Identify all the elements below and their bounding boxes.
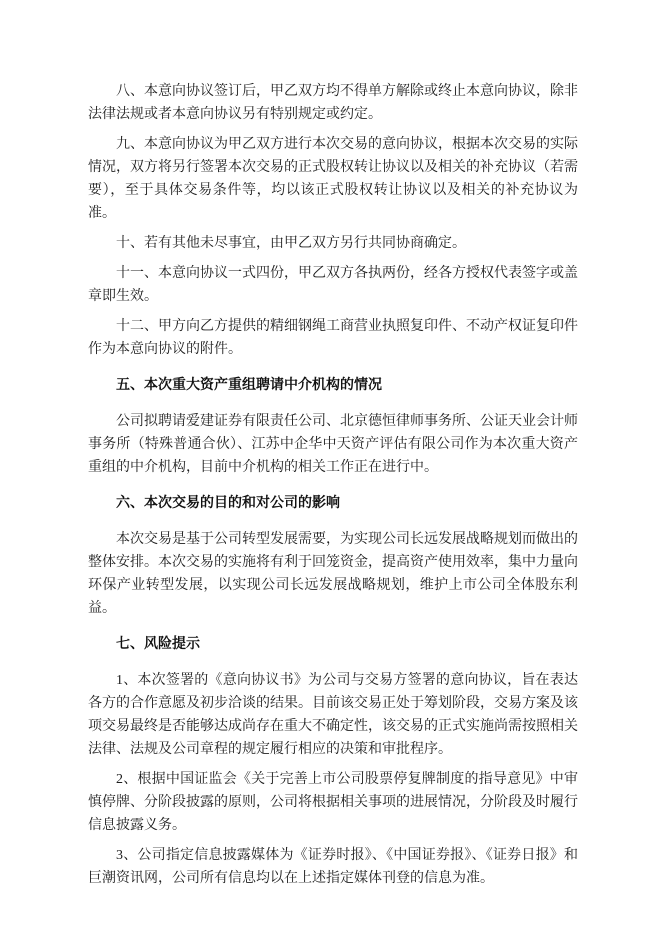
section-heading-7: 七、风险提示 (116, 637, 200, 652)
clause-12-paragraph: 十二、甲方向乙方提供的精细钢绳工商营业执照复印件、不动产权证复印件作为本意向协议的附件。 (88, 319, 578, 357)
section-5-paragraph: 公司拟聘请爱建证券有限责任公司、北京德恒律师事务所、公证天业会计师事务所（特殊普通合伙）、江苏中企华中天资产评估有限公司作为本次重大资产重组的中介机构，目前中介机构的相关工作正在进行中。 (88, 414, 578, 475)
risk-item-2-paragraph: 2、根据中国证监会《关于完善上市公司股票停复牌制度的指导意见》中审慎停牌、分阶段披露的原则，公司将根据相关事项的进展情况，分阶段及时履行信息披露义务。 (88, 772, 578, 833)
clause-9-paragraph: 九、本意向协议为甲乙双方进行本次交易的意向协议，根据本次交易的实际情况，双方将另行签署本次交易的正式股权转让协议以及相关的补充协议（若需要），至于具体交易条件等，均以该正式股权转让协议以及相关的补充协议为准。 (88, 137, 578, 221)
clause-10-paragraph: 十、若有其他未尽事宜，由甲乙双方另行共同协商确定。 (116, 236, 466, 251)
clause-11-paragraph: 十一、本意向协议一式四份，甲乙双方各执两份，经各方授权代表签字或盖章即生效。 (88, 266, 578, 304)
document-body (88, 80, 578, 890)
section-heading-6: 六、本次交易的目的和对公司的影响 (116, 496, 340, 511)
risk-item-3-paragraph: 3、公司指定信息披露媒体为《证券时报》、《中国证券报》、《证券日报》和巨潮资讯网，公司所有信息均以在上述指定媒体刊登的信息为准。 (88, 848, 578, 886)
clause-8-paragraph: 八、本意向协议签订后，甲乙双方均不得单方解除或终止本意向协议，除非法律法规或者本意向协议另有特别规定或约定。 (88, 84, 578, 122)
section-heading-5: 五、本次重大资产重组聘请中介机构的情况 (116, 378, 382, 393)
section-6-paragraph: 本次交易是基于公司转型发展需要，为实现公司长远发展战略规划而做出的整体安排。本次交易的实施将有利于回笼资金，提高资产使用效率，集中力量向环保产业转型发展，以实现公司长远发展战略规划，维护上市公司全体股东利益。 (88, 532, 578, 616)
risk-item-1-paragraph: 1、本次签署的《意向协议书》为公司与交易方签署的意向协议，旨在表达各方的合作意愿及初步洽谈的结果。目前该交易正处于筹划阶段，交易方案及该项交易最终是否能够达成尚存在重大不确定性，该交易的正式实施尚需按照相关法律、法规及公司章程的规定履行相应的决策和审批程序。 (88, 673, 578, 757)
